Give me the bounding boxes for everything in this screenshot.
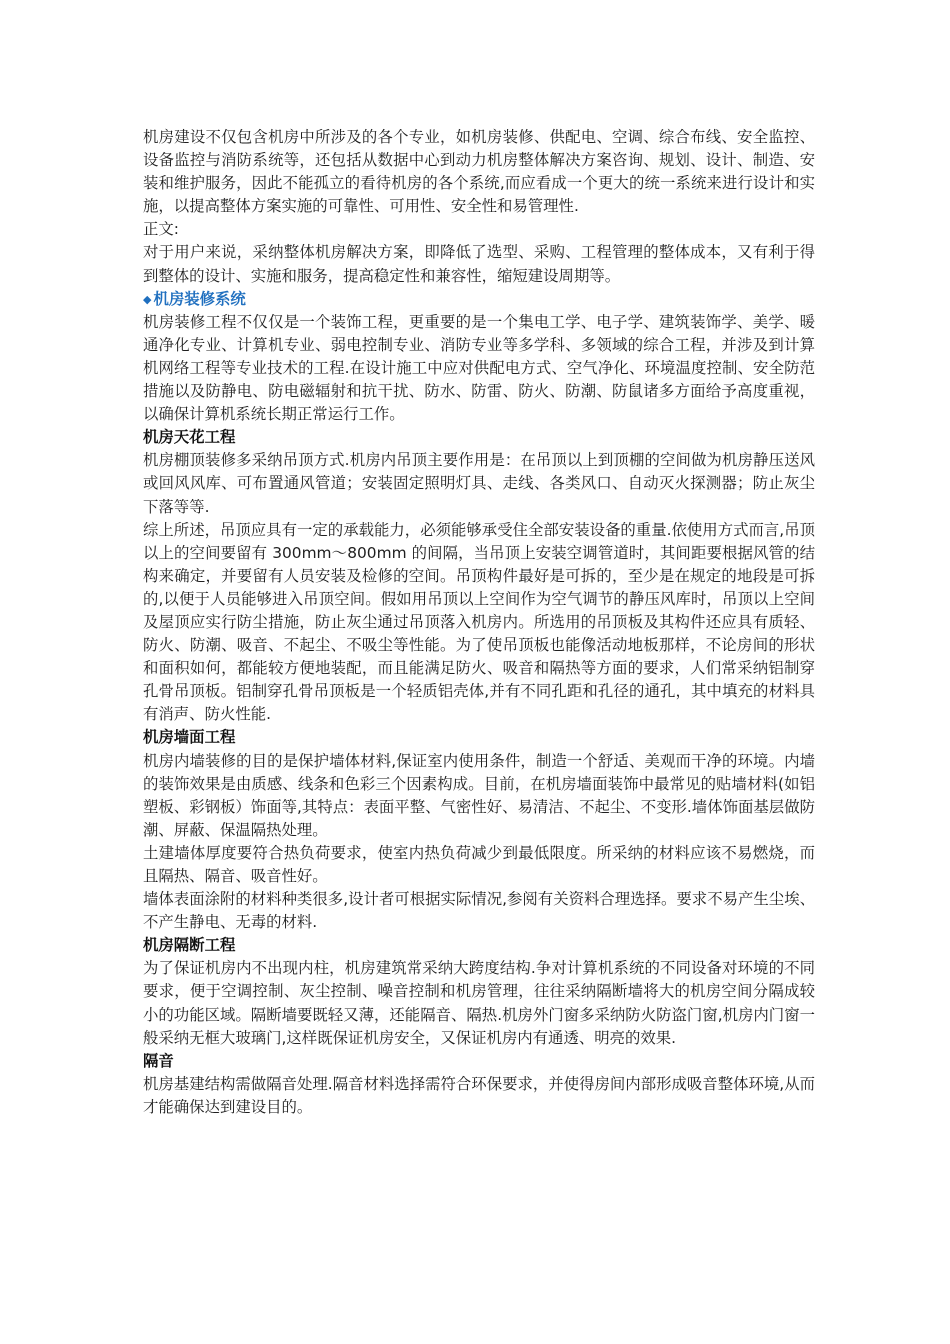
section-heading-partition: 机房隔断工程 — [143, 936, 236, 955]
decoration-paragraph: 机房装修工程不仅仅是一个装饰工程，更重要的是一个集电工学、电子学、建筑装饰学、美学、暖通净化专业、计算机专业、弱电控制专业、消防专业等多学科、多领域的综合工程，并涉及到计算机网络工程等专业技术的工程.在设计施工中应对供配电方式、空气净化、环境温度控制、安全防范措施以及防静电、防电磁辐射和抗干扰、防水、防雷、防火、防潮、防鼠诸多方面给予高度重视，以确保计算机系统长期正常运行工作。 — [143, 312, 815, 424]
partition-paragraph: 为了保证机房内不出现内柱，机房建筑常采纳大跨度结构.争对计算机系统的不同设备对环境的不同要求，便于空调控制、灰尘控制、噪音控制和机房管理，往往采纳隔断墙将大的机房空间分隔成较小的功能区域。隔断墙要既轻又薄，还能隔音、隔热.机房外门窗多采纳防火防盗门窗,机房内门窗一般采纳无框大玻璃门,这样既保证机房安全，又保证机房内有通透、明亮的效果. — [143, 959, 815, 1047]
diamond-bullet-icon: ◆ — [143, 292, 152, 306]
wall-paragraph-3: 墙体表面涂附的材料种类很多,设计者可根据实际情况,参阅有关资料合理选择。要求不易产生尘埃、不产生静电、无毒的材料. — [143, 890, 815, 932]
wall-paragraph-2: 土建墙体厚度要符合热负荷要求，使室内热负荷减少到最低限度。所采纳的材料应该不易燃烧，而且隔热、隔音、吸音性好。 — [143, 843, 815, 885]
body-label: 正文: — [143, 220, 179, 239]
body-paragraph: 对于用户来说，采纳整体机房解决方案，即降低了选型、采购、工程管理的整体成本，又有利于得到整体的设计、实施和服务，提高稳定性和兼容性，缩短建设周期等。 — [143, 243, 815, 285]
section-heading-wall: 机房墙面工程 — [143, 728, 236, 747]
ceiling-paragraph-1: 机房棚顶装修多采纳吊顶方式.机房内吊顶主要作用是：在吊顶以上到顶棚的空间做为机房静压送风或回风风库、可布置通风管道；安装固定照明灯具、走线、各类风口、自动灭火探测器；防止灰尘下落等等. — [143, 451, 815, 516]
intro-paragraph: 机房建设不仅包含机房中所涉及的各个专业，如机房装修、供配电、空调、综合布线、安全监控、设备监控与消防系统等，还包括从数据中心到动力机房整体解决方案咨询、规划、设计、制造、安装和维护服务，因此不能孤立的看待机房的各个系统,而应看成一个更大的统一系统来进行设计和实施，以提高整体方案实施的可靠性、可用性、安全性和易管理性. — [143, 128, 815, 216]
section-heading-ceiling: 机房天花工程 — [143, 428, 236, 447]
section-title: 机房装修系统 — [153, 289, 246, 308]
document-page — [143, 126, 815, 1119]
wall-paragraph-1: 机房内墙装修的目的是保护墙体材料,保证室内使用条件，制造一个舒适、美观而干净的环境。内墙的装饰效果是由质感、线条和色彩三个因素构成。目前，在机房墙面装饰中最常见的贴墙材料(如铝塑板、彩钢板）饰面等,其特点：表面平整、气密性好、易清洁、不起尘、不变形.墙体饰面基层做防潮、屏蔽、保温隔热处理。 — [143, 751, 815, 839]
section-heading-soundproof: 隔音 — [143, 1051, 174, 1070]
ceiling-paragraph-2: 综上所述，吊顶应具有一定的承载能力，必须能够承受住全部安装设备的重量.依使用方式而言,吊顶以上的空间要留有 300mm～800mm 的间隔，当吊顶上安装空调管道时，其间距要根据风管的结构来确定，并要留有人员安装及检修的空间。吊顶构件最好是可拆的，至少是在规定的地段是可拆的,以便于人员能够进入吊顶空间。假如用吊顶以上空间作为空气调节的静压风库时，吊顶以上空间及屋顶应实行防尘措施，防止灰尘通过吊顶落入机房内。所选用的吊顶板及其构件还应具有质轻、防火、防潮、吸音、不起尘、不吸尘等性能。为了使吊顶板也能像活动地板那样，不论房间的形状和面积如何，都能较方便地装配，而且能满足防火、吸音和隔热等方面的要求，人们常采纳铝制穿孔骨吊顶板。铝制穿孔骨吊顶板是一个轻质铝壳体,并有不同孔距和孔径的通孔，其中填充的材料具有消声、防火性能. — [143, 520, 815, 724]
section-heading-decoration — [143, 288, 815, 311]
soundproof-paragraph: 机房基建结构需做隔音处理.隔音材料选择需符合环保要求，并使得房间内部形成吸音整体环境,从而才能确保达到建设目的。 — [143, 1074, 815, 1116]
